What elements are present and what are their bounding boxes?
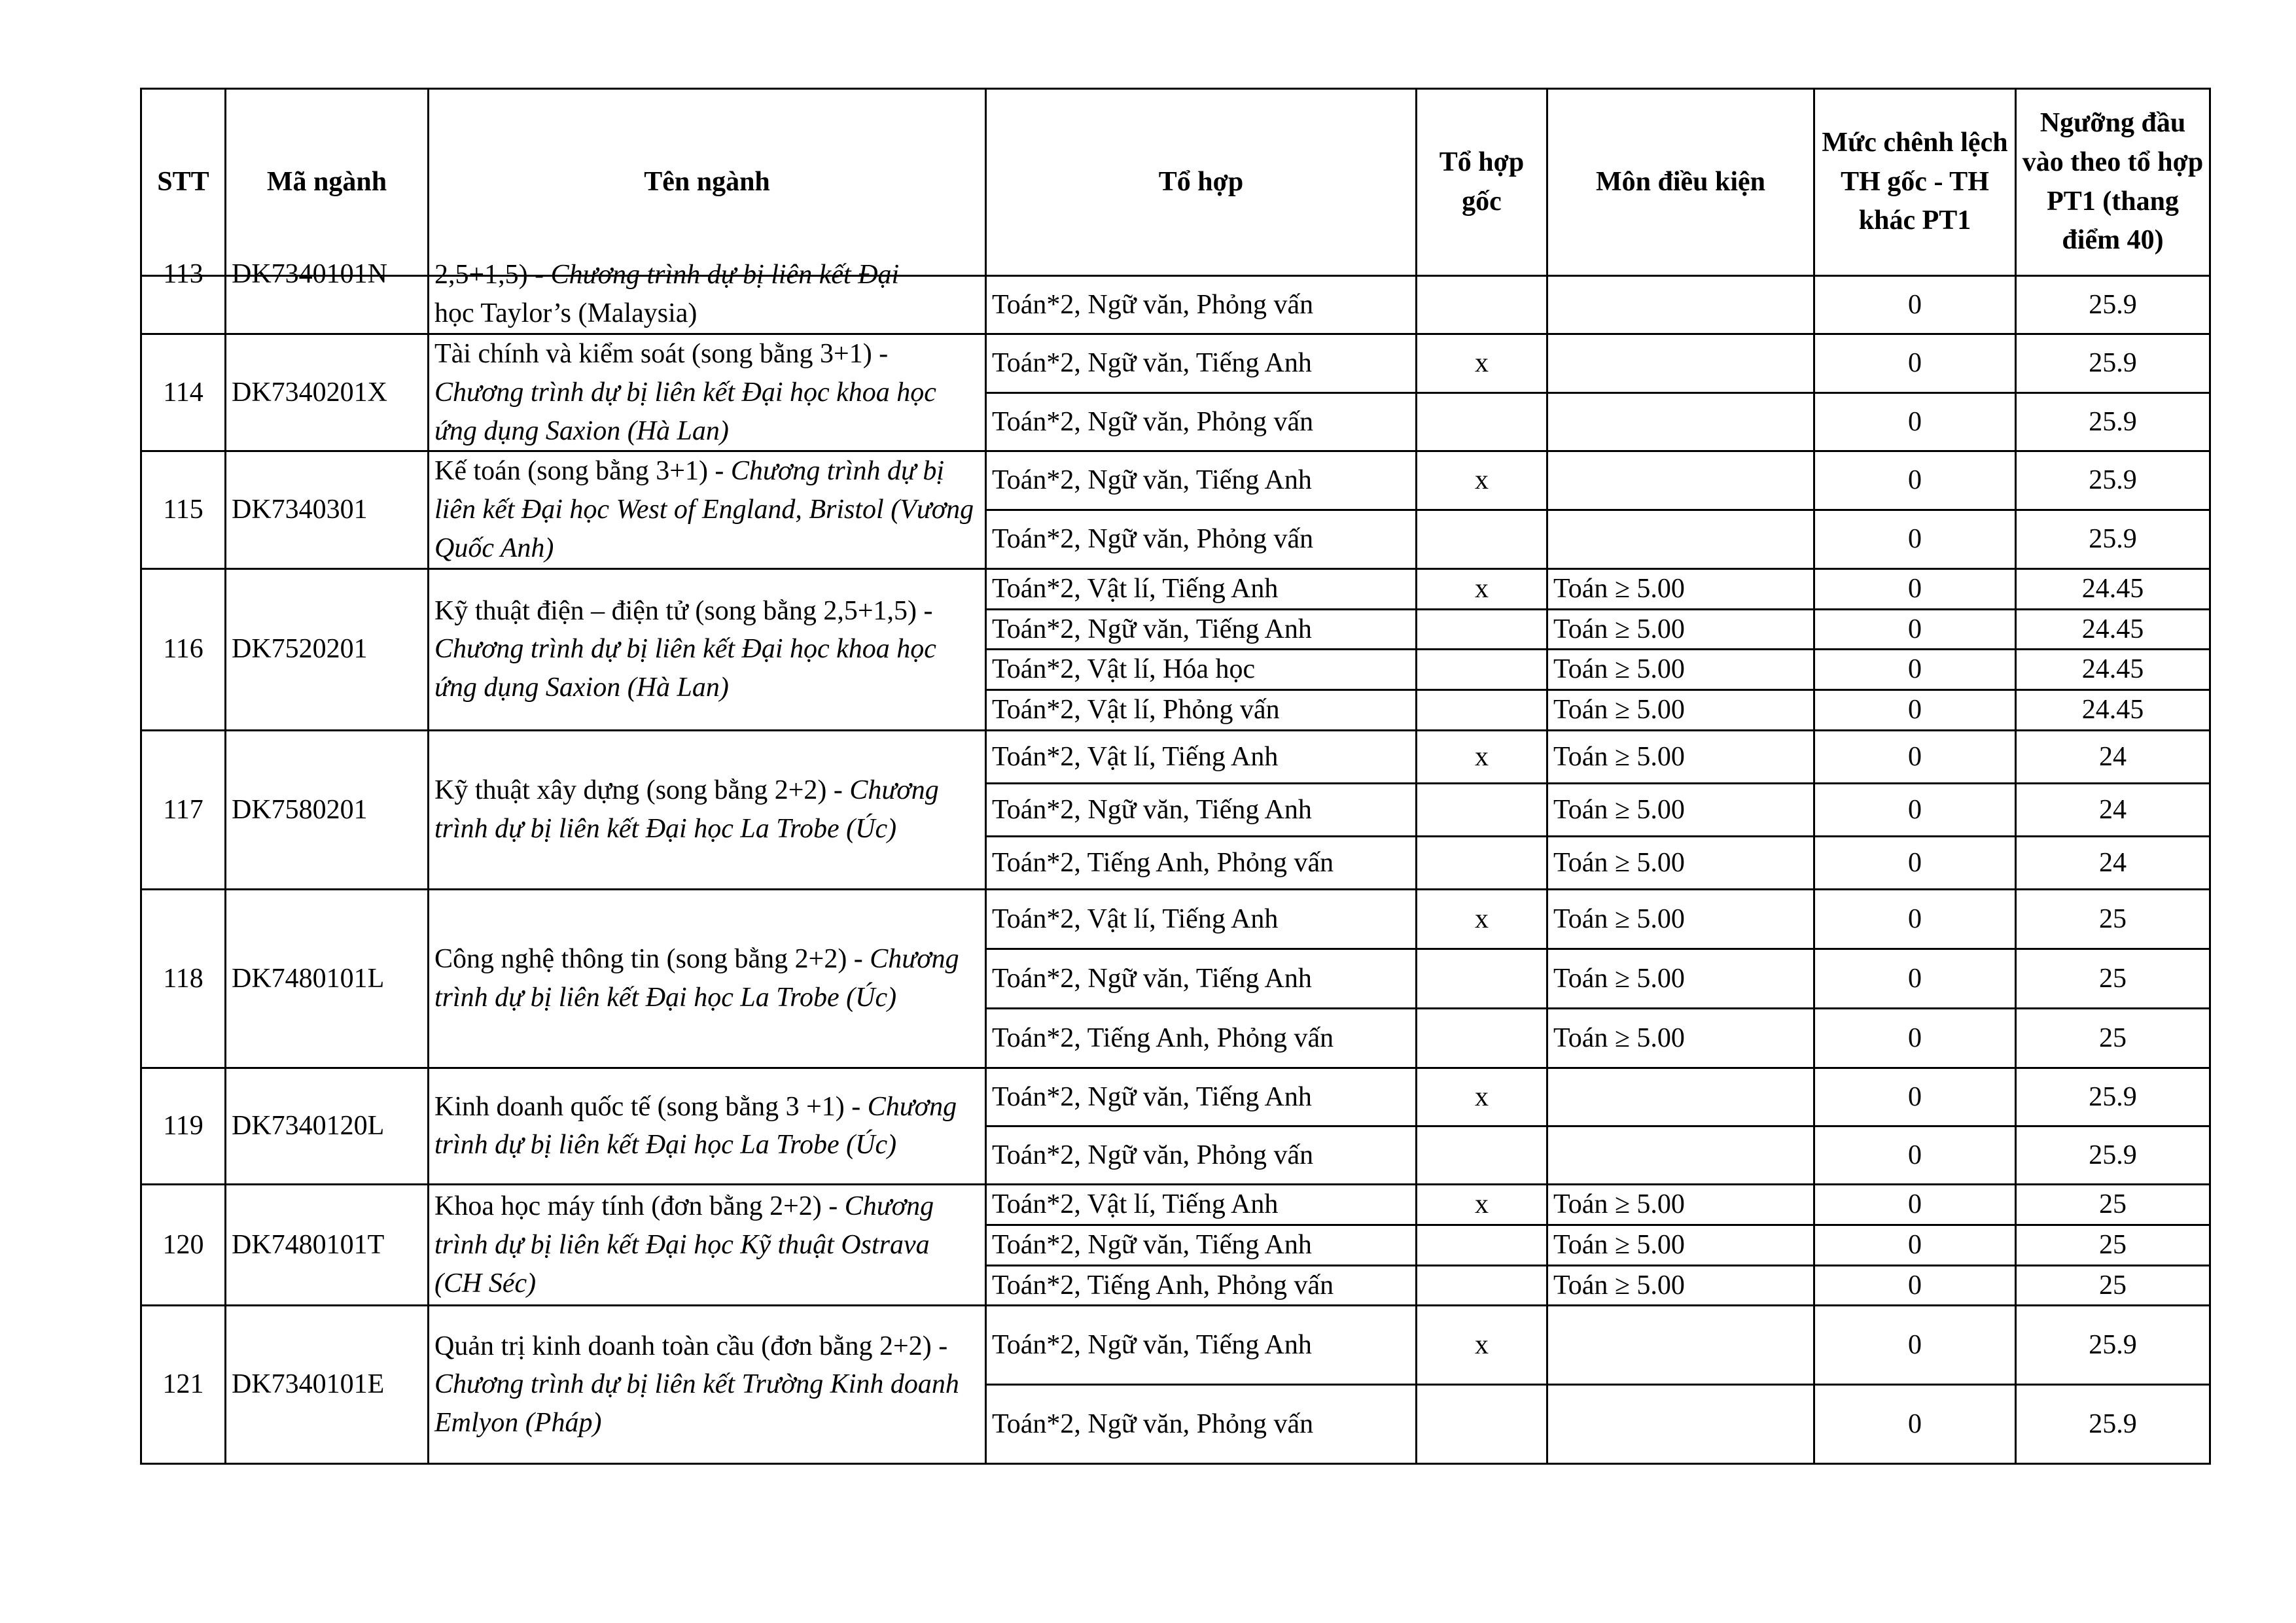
nguong-cell: 25.9	[2016, 1126, 2210, 1184]
goc-cell	[1417, 690, 1547, 731]
ma-nganh-cell: DK7480101T	[226, 1184, 429, 1305]
nguong-cell: 24.45	[2016, 609, 2210, 650]
muc-cell: 0	[1814, 1225, 2016, 1265]
mon-cell	[1547, 451, 1814, 510]
muc-cell: 0	[1814, 650, 2016, 690]
muc-cell: 0	[1814, 889, 2016, 949]
goc-cell: x	[1417, 1068, 1547, 1126]
combo-cell: Toán*2, Tiếng Anh, Phỏng vấn	[986, 1008, 1417, 1068]
mon-cell: Toán ≥ 5.00	[1547, 690, 1814, 731]
nguong-cell: 25.9	[2016, 276, 2210, 334]
goc-cell	[1417, 836, 1547, 889]
combo-cell: Toán*2, Ngữ văn, Phỏng vấn	[986, 393, 1417, 451]
mon-cell: Toán ≥ 5.00	[1547, 1265, 1814, 1306]
goc-cell: x	[1417, 730, 1547, 783]
goc-cell	[1417, 1265, 1547, 1306]
table-row	[141, 1184, 2210, 1225]
stt-cell: 117	[141, 730, 226, 889]
nguong-cell: 24	[2016, 730, 2210, 783]
stt-cell: 121	[141, 1306, 226, 1464]
nguong-cell: 25	[2016, 1265, 2210, 1306]
name-cut-bottom: học Taylor’s (Malaysia)	[434, 298, 698, 329]
mon-cell: Toán ≥ 5.00	[1547, 609, 1814, 650]
mon-cell	[1547, 276, 1814, 334]
nguong-cell: 25	[2016, 949, 2210, 1008]
ten-nganh-program: Chương trình dự bị liên kết Đại học West of England, Bristol (Vương Quốc Anh)	[434, 456, 974, 563]
nguong-cell: 25.9	[2016, 393, 2210, 451]
table-row	[141, 334, 2210, 393]
combo-cell: Toán*2, Ngữ văn, Tiếng Anh	[986, 451, 1417, 510]
name-cut-italic: Chương trình dự bị liên kết Đại	[550, 260, 900, 290]
combo-cell: Toán*2, Tiếng Anh, Phỏng vấn	[986, 836, 1417, 889]
combo-cell: Toán*2, Ngữ văn, Tiếng Anh	[986, 1306, 1417, 1385]
goc-cell	[1417, 609, 1547, 650]
mon-cell: Toán ≥ 5.00	[1547, 568, 1814, 609]
header-to-hop: Tổ hợp	[986, 89, 1417, 276]
stt-cell: 115	[141, 451, 226, 568]
ten-nganh-cell	[429, 568, 986, 730]
stt-cell: 114	[141, 334, 226, 451]
muc-cell: 0	[1814, 690, 2016, 731]
combo-cell: Toán*2, Ngữ văn, Phỏng vấn	[986, 1385, 1417, 1464]
ten-nganh-program: Chương trình dự bị liên kết Trường Kinh doanh Emlyon (Pháp)	[434, 1369, 959, 1439]
ten-nganh-plain: Công nghệ thông tin (song bằng 2+2) -	[434, 944, 870, 975]
ten-nganh-cell	[429, 1068, 986, 1184]
ten-nganh-cell	[429, 1306, 986, 1464]
stt-cell	[141, 259, 226, 334]
mon-cell: Toán ≥ 5.00	[1547, 1008, 1814, 1068]
stt-cell: 118	[141, 889, 226, 1068]
table-row	[141, 568, 2210, 609]
mon-cell	[1547, 510, 1814, 569]
combo-cell: Toán*2, Ngữ văn, Tiếng Anh	[986, 783, 1417, 836]
header-muc-chenh-lech: Mức chênh lệch TH gốc - TH khác PT1	[1814, 89, 2016, 276]
goc-cell	[1417, 1008, 1547, 1068]
mon-cell	[1547, 334, 1814, 393]
nguong-cell: 25.9	[2016, 510, 2210, 569]
muc-cell: 0	[1814, 1008, 2016, 1068]
nguong-cell: 25.9	[2016, 1306, 2210, 1385]
muc-cell: 0	[1814, 1068, 2016, 1126]
muc-cell: 0	[1814, 510, 2016, 569]
muc-cell: 0	[1814, 730, 2016, 783]
ma-cut-text: DK7340101N	[232, 259, 387, 290]
mon-cell	[1547, 1068, 1814, 1126]
ten-nganh-plain: Kỹ thuật điện – điện tử (song bằng 2,5+1,5) -	[434, 595, 933, 626]
muc-cell: 0	[1814, 451, 2016, 510]
combo-cell: Toán*2, Ngữ văn, Tiếng Anh	[986, 949, 1417, 1008]
ma-nganh-cell: DK7520201	[226, 568, 429, 730]
ten-nganh-cell	[429, 730, 986, 889]
header-to-hop-goc: Tổ hợp gốc	[1417, 89, 1547, 276]
ma-nganh-cell: DK7340120L	[226, 1068, 429, 1184]
combo-cell: Toán*2, Tiếng Anh, Phỏng vấn	[986, 1265, 1417, 1306]
goc-cell	[1417, 1126, 1547, 1184]
combo-cell: Toán*2, Vật lí, Tiếng Anh	[986, 568, 1417, 609]
ten-nganh-cell	[429, 334, 986, 451]
ma-nganh-cell	[226, 259, 429, 334]
ten-nganh-plain: Kinh doanh quốc tế (song bằng 3 +1) -	[434, 1091, 868, 1122]
mon-cell: Toán ≥ 5.00	[1547, 949, 1814, 1008]
ten-nganh-program: Chương trình dự bị liên kết Đại học khoa học ứng dụng Saxion (Hà Lan)	[434, 634, 936, 703]
muc-cell: 0	[1814, 836, 2016, 889]
ma-nganh-cell: DK7480101L	[226, 889, 429, 1068]
mon-cell	[1547, 393, 1814, 451]
goc-cell	[1417, 510, 1547, 569]
ma-nganh-cell: DK7340101E	[226, 1306, 429, 1464]
header-ten-nganh: Tên ngành	[429, 89, 986, 276]
ma-nganh-cell: DK7340201X	[226, 334, 429, 451]
goc-cell	[1417, 393, 1547, 451]
goc-cell: x	[1417, 1306, 1547, 1385]
mon-cell	[1547, 1306, 1814, 1385]
table-row-continued	[141, 276, 2210, 334]
table-row	[141, 1068, 2210, 1126]
mon-cell: Toán ≥ 5.00	[1547, 650, 1814, 690]
combo-cell: Toán*2, Vật lí, Tiếng Anh	[986, 1184, 1417, 1225]
goc-cell	[1417, 650, 1547, 690]
mon-cell: Toán ≥ 5.00	[1547, 889, 1814, 949]
ten-nganh-plain: Kỹ thuật xây dựng (song bằng 2+2) -	[434, 775, 850, 806]
header-stt: STT	[141, 89, 226, 276]
muc-cell: 0	[1814, 609, 2016, 650]
nguong-cell: 25	[2016, 889, 2210, 949]
muc-cell: 0	[1814, 393, 2016, 451]
stt-cell: 119	[141, 1068, 226, 1184]
mon-cell: Toán ≥ 5.00	[1547, 1225, 1814, 1265]
combo-cell: Toán*2, Ngữ văn, Tiếng Anh	[986, 1068, 1417, 1126]
combo-cell: Toán*2, Ngữ văn, Phỏng vấn	[986, 510, 1417, 569]
ma-nganh-cell: DK7340301	[226, 451, 429, 568]
ten-nganh-plain: Tài chính và kiểm soát (song bằng 3+1) -	[434, 339, 889, 369]
mon-cell	[1547, 1126, 1814, 1184]
name-cut-plain: 2,5+1,5) -	[434, 260, 551, 290]
header-ma-nganh: Mã ngành	[226, 89, 429, 276]
combo-cell: Toán*2, Vật lí, Tiếng Anh	[986, 889, 1417, 949]
ten-nganh-cell	[429, 1184, 986, 1305]
combo-cell: Toán*2, Vật lí, Phỏng vấn	[986, 690, 1417, 731]
nguong-cell: 25.9	[2016, 1068, 2210, 1126]
goc-cell: x	[1417, 451, 1547, 510]
ten-nganh-program: Chương trình dự bị liên kết Đại học Kỹ thuật Ostrava (CH Séc)	[434, 1191, 934, 1299]
header-nguong-dau-vao: Ngưỡng đầu vào theo tổ hợp PT1 (thang điểm 40)	[2016, 89, 2210, 276]
nguong-cell: 25	[2016, 1184, 2210, 1225]
muc-cell: 0	[1814, 949, 2016, 1008]
stt-cell: 120	[141, 1184, 226, 1305]
goc-cell: x	[1417, 889, 1547, 949]
muc-cell: 0	[1814, 1306, 2016, 1385]
ten-nganh-cell	[429, 451, 986, 568]
combo-cell: Toán*2, Vật lí, Hóa học	[986, 650, 1417, 690]
muc-cell: 0	[1814, 334, 2016, 393]
mon-cell: Toán ≥ 5.00	[1547, 783, 1814, 836]
goc-cell: x	[1417, 568, 1547, 609]
table-row	[141, 730, 2210, 783]
ten-nganh-program: Chương trình dự bị liên kết Đại học La Trobe (Úc)	[434, 944, 959, 1013]
mon-cell: Toán ≥ 5.00	[1547, 730, 1814, 783]
nguong-cell: 24.45	[2016, 568, 2210, 609]
muc-cell: 0	[1814, 1184, 2016, 1225]
combo-cell: Toán*2, Ngữ văn, Phỏng vấn	[986, 1126, 1417, 1184]
nguong-cell: 25	[2016, 1225, 2210, 1265]
goc-cell: x	[1417, 1184, 1547, 1225]
nguong-cell: 24.45	[2016, 690, 2210, 731]
combo-cell: Toán*2, Ngữ văn, Tiếng Anh	[986, 334, 1417, 393]
muc-cell: 0	[1814, 1265, 2016, 1306]
ten-nganh-program: Chương trình dự bị liên kết Đại học La Trobe (Úc)	[434, 1091, 957, 1161]
nguong-cell: 24	[2016, 783, 2210, 836]
ten-nganh-cell	[429, 889, 986, 1068]
ten-nganh-plain: Quản trị kinh doanh toàn cầu (đơn bằng 2+2) -	[434, 1331, 948, 1361]
ten-nganh-plain: Kế toán (song bằng 3+1) -	[434, 456, 731, 487]
header-mon-dieu-kien: Môn điều kiện	[1547, 89, 1814, 276]
ten-nganh-cell	[429, 260, 986, 334]
muc-cell: 0	[1814, 1126, 2016, 1184]
nguong-cell: 25	[2016, 1008, 2210, 1068]
ten-nganh-plain: Khoa học máy tính (đơn bằng 2+2) -	[434, 1191, 845, 1221]
muc-cell: 0	[1814, 783, 2016, 836]
admission-table	[140, 88, 2211, 1465]
mon-cell: Toán ≥ 5.00	[1547, 1184, 1814, 1225]
ten-nganh-program: Chương trình dự bị liên kết Đại học khoa học ứng dụng Saxion (Hà Lan)	[434, 377, 936, 446]
combo-cell: Toán*2, Ngữ văn, Phỏng vấn	[986, 276, 1417, 334]
ten-nganh-program: Chương trình dự bị liên kết Đại học La Trobe (Úc)	[434, 775, 939, 844]
combo-cell: Toán*2, Ngữ văn, Tiếng Anh	[986, 1225, 1417, 1265]
nguong-cell: 25.9	[2016, 451, 2210, 510]
goc-cell	[1417, 276, 1547, 334]
stt-cut-text: 113	[163, 259, 203, 290]
nguong-cell: 25.9	[2016, 1385, 2210, 1464]
goc-cell	[1417, 949, 1547, 1008]
table-header-row	[141, 89, 2210, 276]
table-row	[141, 889, 2210, 949]
muc-cell: 0	[1814, 1385, 2016, 1464]
goc-cell	[1417, 1385, 1547, 1464]
nguong-cell: 24.45	[2016, 650, 2210, 690]
table-row	[141, 451, 2210, 510]
combo-cell: Toán*2, Vật lí, Tiếng Anh	[986, 730, 1417, 783]
nguong-cell: 25.9	[2016, 334, 2210, 393]
mon-cell: Toán ≥ 5.00	[1547, 836, 1814, 889]
muc-cell: 0	[1814, 568, 2016, 609]
stt-cell: 116	[141, 568, 226, 730]
combo-cell: Toán*2, Ngữ văn, Tiếng Anh	[986, 609, 1417, 650]
muc-cell: 0	[1814, 276, 2016, 334]
nguong-cell: 24	[2016, 836, 2210, 889]
goc-cell: x	[1417, 334, 1547, 393]
goc-cell	[1417, 783, 1547, 836]
ma-nganh-cell: DK7580201	[226, 730, 429, 889]
mon-cell	[1547, 1385, 1814, 1464]
table-row	[141, 1306, 2210, 1385]
goc-cell	[1417, 1225, 1547, 1265]
